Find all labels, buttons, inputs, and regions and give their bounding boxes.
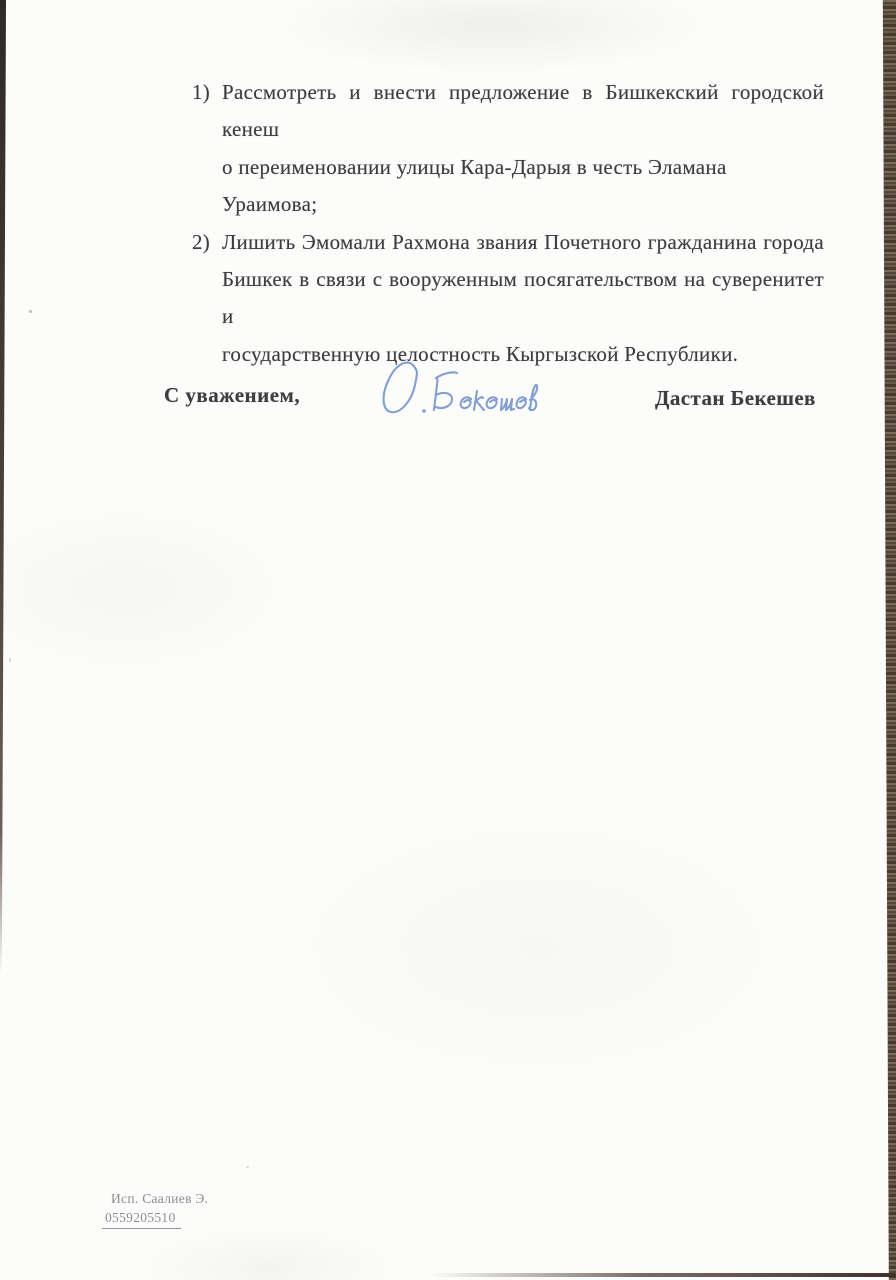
signature-stroke: [434, 372, 457, 410]
scan-speck: [246, 1166, 249, 1168]
signature-stroke: [529, 385, 537, 410]
signature-stroke: [501, 399, 514, 410]
signature-strokes: [384, 363, 538, 413]
signature-stroke: [436, 393, 452, 408]
signature-stroke: [474, 391, 484, 410]
list-line: государственную целостность Кыргызской Республики.: [222, 341, 739, 366]
list-item-1-text: [222, 74, 824, 224]
signature-stroke: [461, 397, 471, 408]
executor-footer: [102, 1189, 208, 1229]
scan-speck: [9, 658, 11, 662]
paper-edge-right-wood: [881, 0, 896, 1280]
list-line: о переименовании улицы Кара-Дарыя в честь Эламана Ураимова;: [222, 154, 727, 217]
signature-stroke: [384, 363, 417, 413]
list-line: Лишить Эмомали Рахмона звания Почетного гражданина города: [222, 229, 824, 254]
scan-speck: [29, 310, 32, 313]
signer-name: Дастан Бекешев: [655, 386, 816, 410]
list-item-2-marker: 2): [192, 229, 211, 254]
signature-stroke: [517, 397, 526, 408]
list-item-1-marker: 1): [192, 80, 211, 104]
list-item-1: [192, 74, 824, 224]
list-line: Рассмотреть и внести предложение в Бишкекский городской кенеш: [222, 80, 824, 142]
signature-stroke: [487, 397, 497, 408]
list-line: Бишкек в связи с вооруженным посягательством на суверенитет и: [222, 267, 824, 329]
paper-edge-left: [0, 0, 6, 975]
executor-phone: 0559205510: [102, 1208, 181, 1229]
salutation-text: С уважением,: [164, 383, 301, 407]
list-item-2-text: [222, 224, 824, 374]
signature-dot: [422, 409, 426, 413]
handwritten-signature: [374, 352, 540, 428]
list-item-2: [192, 224, 824, 374]
executor-note: Исп. Саалиев Э.: [111, 1191, 209, 1206]
executor-phone-row: [102, 1208, 208, 1229]
paper-edge-bottom-shadow: [430, 1273, 896, 1277]
resolution-list: [192, 74, 824, 373]
